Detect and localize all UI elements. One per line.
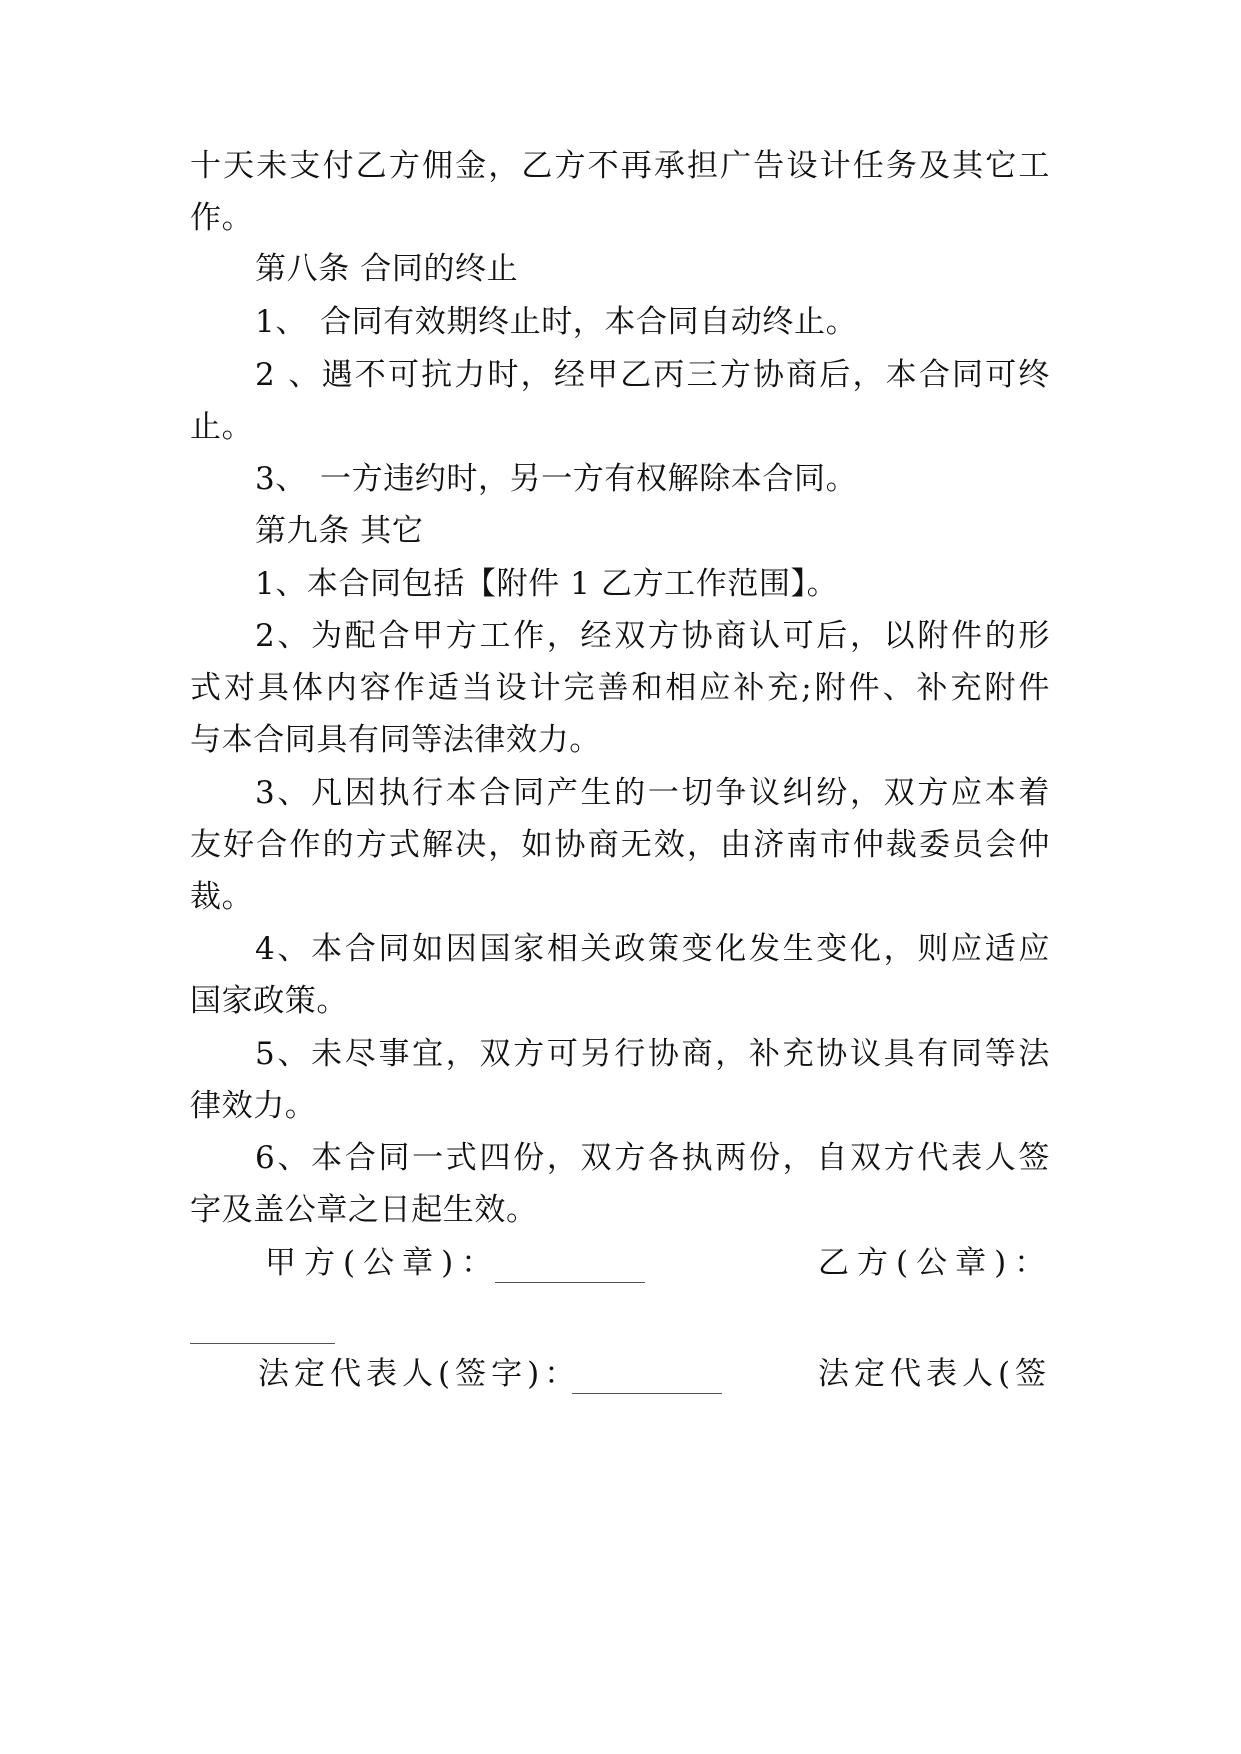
party-b-rep-label: 法定代表人(签 — [818, 1356, 1052, 1392]
party-a-seal-blank — [495, 1282, 645, 1283]
list-text: 一方违约时，另一方有权解除本合同。 — [320, 461, 858, 497]
text-line: 作。 — [190, 200, 254, 236]
text-line: 式对具体内容作适当设计完善和相应补充;附件、补充附件 — [190, 670, 1050, 706]
text-line: 字及盖公章之日起生效。 — [190, 1192, 538, 1228]
text-line: 3、凡因执行本合同产生的一切争议纠纷，双方应本着 — [255, 775, 1050, 811]
party-a-rep-blank — [572, 1393, 722, 1394]
list-item — [255, 293, 1050, 351]
list-number: 3、 — [255, 461, 307, 497]
party-b-seal-label: 乙方(公章)： — [818, 1245, 1054, 1281]
section-heading-8: 第八条 合同的终止 — [255, 251, 519, 287]
text-line: 十天未支付乙方佣金，乙方不再承担广告设计任务及其它工 — [190, 148, 1050, 184]
party-b-seal-blank — [190, 1343, 335, 1344]
text-line: 与本合同具有同等法律效力。 — [190, 722, 601, 758]
text-line: 律效力。 — [190, 1088, 317, 1124]
text-line: 4、本合同如因国家相关政策变化发生变化，则应适应 — [255, 931, 1050, 967]
text-line: 2、为配合甲方工作，经双方协商认可后，以附件的形 — [255, 618, 1050, 654]
section-heading-9: 第九条 其它 — [255, 513, 424, 549]
text-line: 友好合作的方式解决，如协商无效，由济南市仲裁委员会仲 — [190, 827, 1050, 863]
list-item — [255, 346, 1050, 404]
party-a-rep-label: 法定代表人(签字)： — [258, 1356, 581, 1392]
party-a-seal-label: 甲方(公章)： — [265, 1245, 501, 1281]
text-line: 止。 — [190, 409, 254, 445]
list-item — [255, 450, 1050, 508]
list-text: 遇不可抗力时，经甲乙丙三方协商后，本合同可终 — [320, 357, 1050, 393]
list-number: 1、 — [255, 304, 307, 340]
text-line: 1、本合同包括【附件 1 乙方工作范围】。 — [255, 566, 839, 602]
list-number: 2、 — [255, 357, 320, 393]
list-text: 合同有效期终止时，本合同自动终止。 — [320, 304, 858, 340]
text-line: 5、未尽事宜，双方可另行协商，补充协议具有同等法 — [255, 1036, 1050, 1072]
text-line: 6、本合同一式四份，双方各执两份，自双方代表人签 — [255, 1140, 1050, 1176]
text-line: 裁。 — [190, 879, 254, 915]
text-line: 国家政策。 — [190, 983, 348, 1019]
